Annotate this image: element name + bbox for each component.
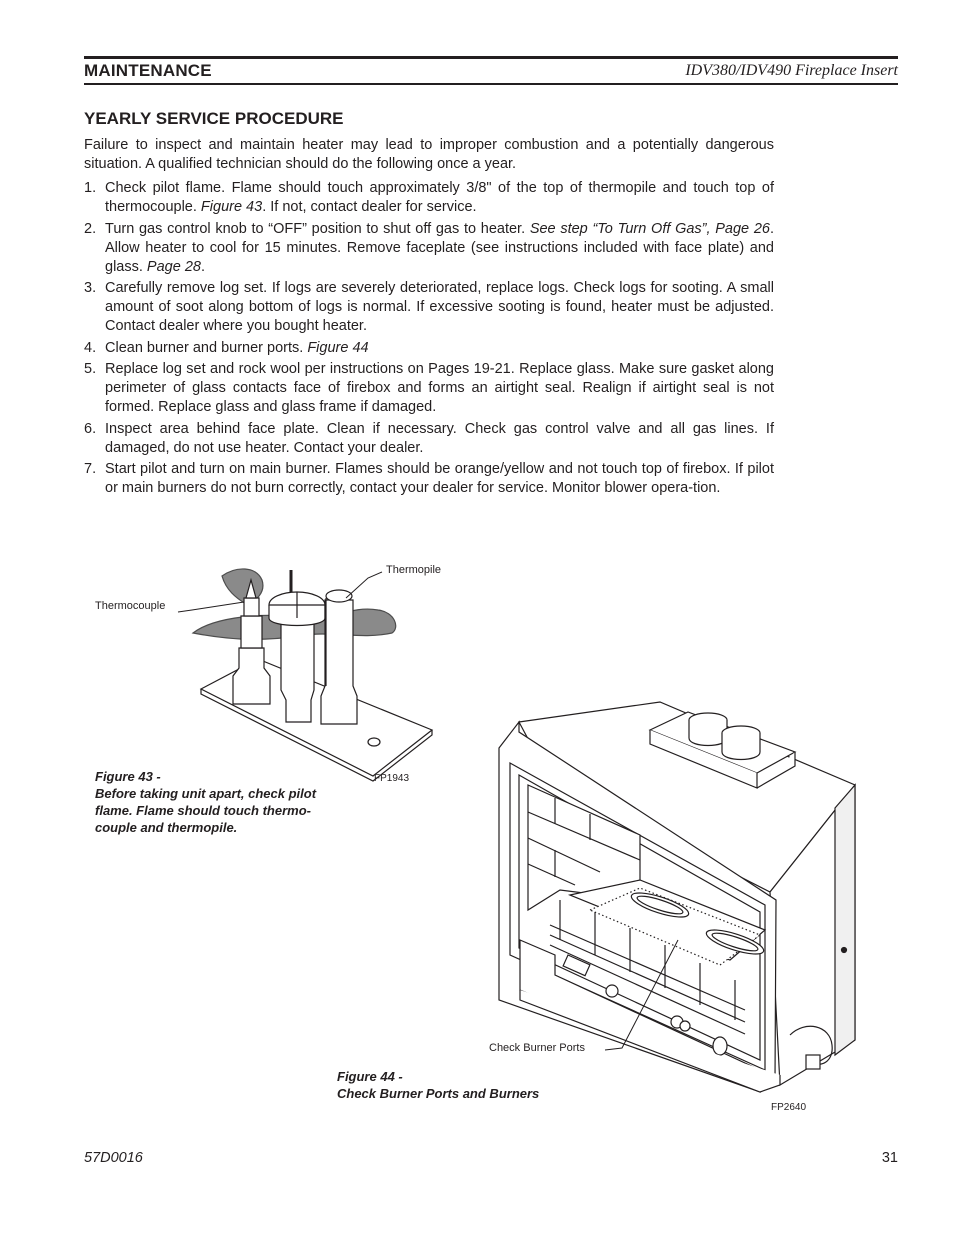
document-title: IDV380/IDV490 Fireplace Insert [685,62,898,79]
list-item: 5. Replace log set and rock wool per instructions on Pages 19-21. Replace glass. Make sure gasket along perimeter of glass contacts face of firebox and forms an airtight seal. Realign if airtight seal is not formed. Replace glass and glass frame if damaged. [84,361,774,415]
burner-ports-label: Check Burner Ports [489,1042,585,1054]
page-heading: YEARLY SERVICE PROCEDURE [84,109,344,128]
intro-paragraph: Failure to inspect and maintain heater may lead to improper combustion and a potentially dangerous situation. A qualified technician should do the following once a year. [84,137,774,172]
figure-43-caption [95,768,345,836]
figure-44-caption [337,1068,637,1102]
thermocouple-label: Thermocouple [95,600,166,612]
thermopile-label: Thermopile [386,564,442,576]
list-item: 6. Inspect area behind face plate. Clean if necessary. Check gas control valve and all gas lines. If damaged, do not use heater. Contact your dealer. [84,420,774,456]
page-reference: Page 28 [146,258,201,275]
figure-44-caption-body: Check Burner Ports and Burners [337,1086,540,1101]
list-item: 4. Clean burner and burner ports. Figure 44 [84,339,369,356]
fireplace-insert-illustration [499,702,855,1092]
page-reference: See step “To Turn Off Gas”, Page 26 [529,220,770,237]
figure-reference: Figure 43 [200,199,263,215]
page-number: 31 [881,1150,898,1166]
figure-44-caption-title: Figure 44 - [337,1069,403,1084]
figure-reference: Figure 44 [307,339,369,356]
figure-43-caption-title: Figure 43 - [95,769,161,784]
thermocouple-leader-line [178,602,244,612]
figure-43-code: FP1943 [374,773,410,784]
list-item: 7. Start pilot and turn on main burner. Flames should be orange/yellow and not touch top of firebox. If pilot or main burners do not burn correctly, contact your dealer for service. Monitor blower opera-tion. [84,461,774,496]
document-number: 57D0016 [84,1150,143,1166]
list-item: 1. Check pilot flame. Flame should touch approximately 3/8" of the top of thermopile and touch top of thermocouple. Figure 43. If not, contact dealer for service. [84,180,774,215]
figure-43-caption-body: Before taking unit apart, check pilot flame. Flame should touch thermo-couple and thermopile. [95,786,317,835]
figure-44-code: FP2640 [771,1102,807,1113]
section-title: MAINTENANCE [84,61,212,80]
list-item: 3. Carefully remove log set. If logs are severely deteriorated, replace logs. Check logs for sooting. A small amount of soot along bottom of logs is normal. If excessive sooting is found, heater must be adjusted. Contact dealer where you bought heater. [84,280,774,334]
pilot-assembly-illustration [193,569,432,781]
list-item: 2. Turn gas control knob to “OFF” position to shut off gas to heater. See step “To Turn Off Gas”, Page 26. Allow heater to cool for 15 minutes. Remove faceplate (see instructions included with face plate) and glass. Page 28. [84,220,774,275]
